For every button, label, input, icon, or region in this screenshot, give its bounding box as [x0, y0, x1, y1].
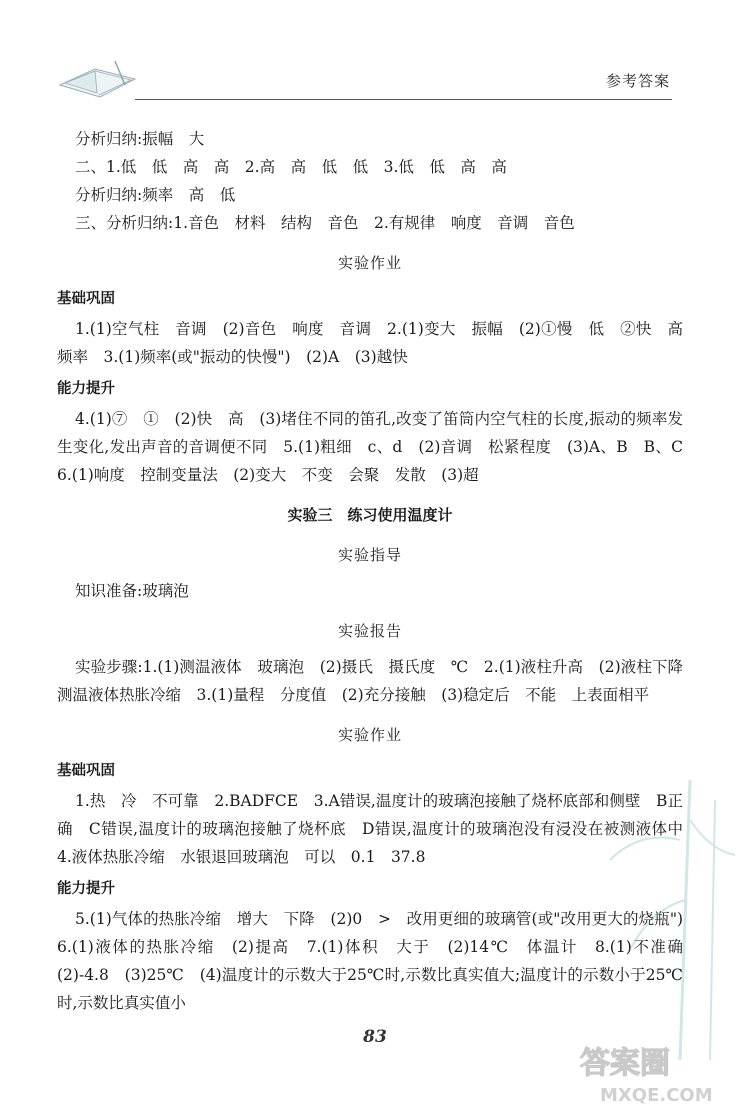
text-line: 三、分析归纳:1.音色 材料 结构 音色 2.有规律 响度 音调 音色 — [75, 214, 575, 232]
answer-paragraph: 1.热 冷 不可靠 2.BADFCE 3.A错误,温度计的玻璃泡接触了烧杯底部和侧壁 B正确 C错误,温度计的玻璃泡接触了烧杯底 D错误,温度计的玻璃泡没有浸没在被测液体中 4.液体热胀冷缩 水银退回玻璃泡 可以 0.1 37.8 — [57, 792, 699, 866]
section-title: 实验作业 — [337, 254, 402, 272]
experiment-title: 实验三 练习使用温度计 — [287, 506, 453, 524]
section-label: 基础巩固 — [57, 763, 115, 779]
bamboo-decoration-icon — [540, 780, 740, 1060]
answer-paragraph: 4.(1)⑦ ① (2)快 高 (3)堵住不同的笛孔,改变了笛筒内空气柱的长度,振动的频率发生变化,发出声音的音调便不同 5.(1)粗细 c、d (2)音调 松紧程度 (3)A、B B、C 6.(1)响度 控制变量法 (2)变大 不变 会聚 发散 (3)超 — [57, 410, 699, 484]
watermark-logo — [570, 1035, 740, 1110]
header-title: 参考答案 — [605, 72, 670, 90]
text-line: 二、1.低 低 高 高 2.高 高 低 低 3.低 低 高 高 — [75, 158, 507, 176]
section-label: 基础巩固 — [57, 291, 115, 307]
text-line: 知识准备:玻璃泡 — [75, 582, 189, 600]
answer-paragraph: 实验步骤:1.(1)测温液体 玻璃泡 (2)摄氏 摄氏度 ℃ 2.(1)液柱升高 (2)液柱下降 测温液体热胀冷缩 3.(1)量程 分度值 (2)充分接触 (3)稳定后 不能 上表面相平 — [57, 658, 699, 704]
section-label: 能力提升 — [57, 881, 115, 897]
section-label: 能力提升 — [57, 381, 115, 397]
section-title: 实验报告 — [337, 622, 402, 640]
header-rule — [135, 99, 672, 100]
section-title: 实验作业 — [337, 726, 402, 744]
svg-text:MXQE.COM: MXQE.COM — [600, 1085, 713, 1106]
text-line: 分析归纳:频率 高 低 — [75, 186, 236, 204]
book-decoration-icon — [55, 55, 145, 105]
svg-text:答案圈: 答案圈 — [580, 1046, 670, 1081]
text-line: 分析归纳:振幅 大 — [75, 130, 205, 148]
answer-paragraph: 1.(1)空气柱 音调 (2)音色 响度 音调 2.(1)变大 振幅 (2)①慢 低 ②快 高 频率 3.(1)频率(或"振动的快慢") (2)A (3)越快 — [57, 320, 699, 366]
page-header — [0, 0, 750, 110]
section-title: 实验指导 — [337, 546, 402, 564]
answer-paragraph: 5.(1)气体的热胀冷缩 增大 下降 (2)0 > 改用更细的玻璃管(或"改用更大的烧瓶") 6.(1)液体的热胀冷缩 (2)提高 7.(1)体积 大于 (2)14℃ 体温计 8.(1)不准确 (2)-4.8 (3)25℃ (4)温度计的示数大于25℃时,示数比真实值大;温度计的示数小于25℃时,示数比真实值小 — [57, 910, 699, 1012]
page-number: 83 — [363, 1027, 387, 1047]
